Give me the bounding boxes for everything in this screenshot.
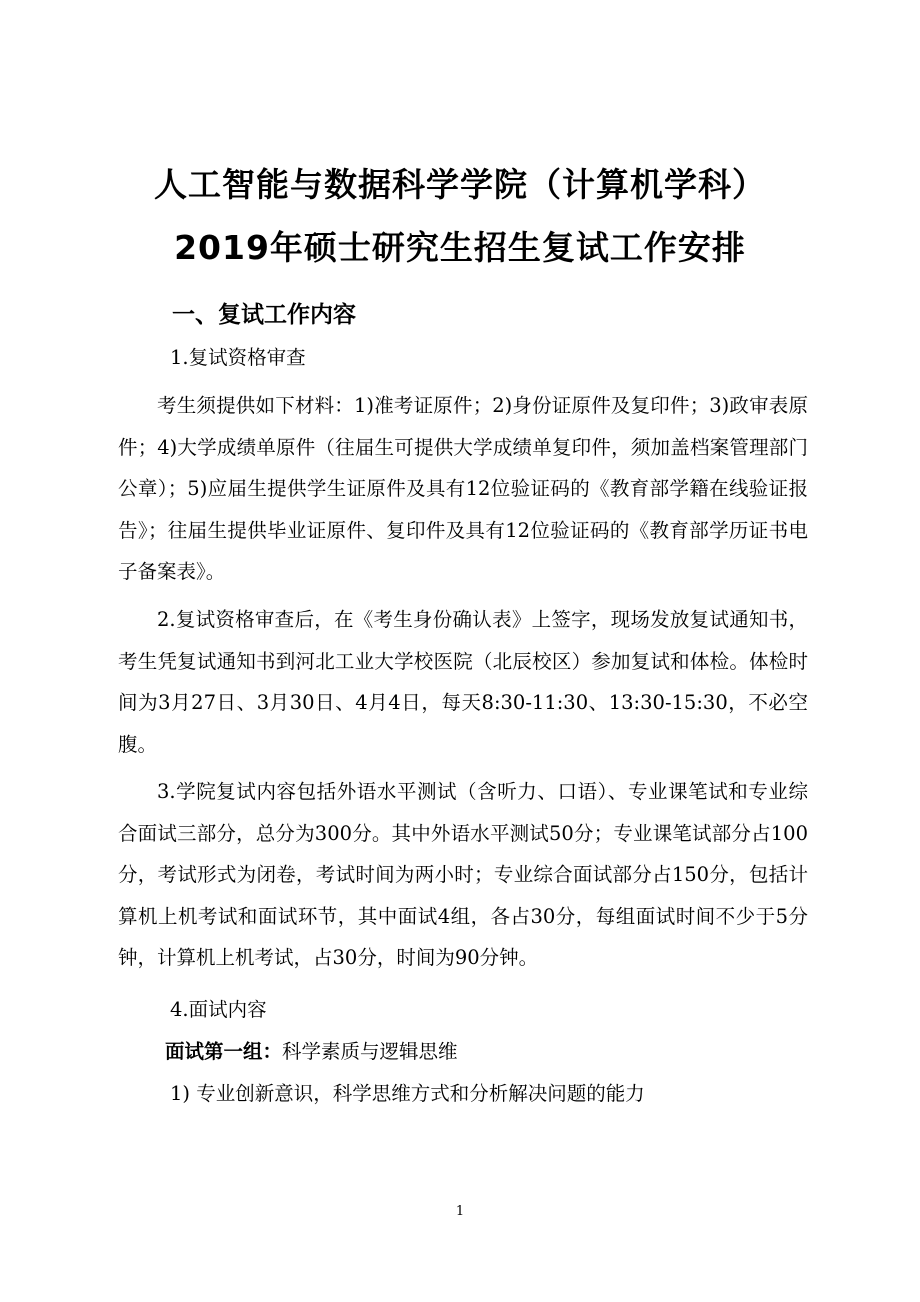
interview-group1-line	[165, 1032, 458, 1072]
page-number: 1	[455, 1204, 465, 1219]
document-title-line1: 人工智能与数据科学学院（计算机学科）	[154, 165, 766, 204]
item1-materials-paragraph: 考生须提供如下材料：1)准考证原件；2)身份证原件及复印件；3)政审表原件；4)大学成绩单原件（往届生可提供大学成绩单复印件，须加盖档案管理部门公章）；5)应届生提供学生证原件及具有12位验证码的《教育部学籍在线验证报告》；往届生提供毕业证原件、复印件及具有12位验证码的《教育部学历证书电子备案表》。	[118, 394, 808, 584]
section-heading-retest-content: 一、复试工作内容	[172, 302, 356, 328]
item1-heading: 1.复试资格审查	[170, 346, 306, 369]
item4-heading: 4.面试内容	[170, 998, 267, 1021]
document-title-line2: 2019年硕士研究生招生复试工作安排	[174, 228, 746, 267]
item2-paragraph: 2.复试资格审查后，在《考生身份确认表》上签字，现场发放复试通知书，考生凭复试通知书到河北工业大学校医院（北辰校区）参加复试和体检。体检时间为3月27日、3月30日、4月4日，每天8:30-11:30、13:30-15:30，不必空腹。	[118, 608, 808, 756]
interview-group1-point1: 1) 专业创新意识，科学思维方式和分析解决问题的能力	[170, 1082, 645, 1105]
interview-group1-topic: 科学素质与逻辑思维	[282, 1040, 458, 1063]
item3-paragraph: 3.学院复试内容包括外语水平测试（含听力、口语）、专业课笔试和专业综合面试三部分，总分为300分。其中外语水平测试50分；专业课笔试部分占100分，考试形式为闭卷，考试时间为两小时；专业综合面试部分占150分，包括计算机上机考试和面试环节，其中面试4组，各占30分，每组面试时间不少于5分钟，计算机上机考试，占30分，时间为90分钟。	[118, 780, 808, 970]
interview-group1-label: 面试第一组：	[165, 1040, 283, 1063]
